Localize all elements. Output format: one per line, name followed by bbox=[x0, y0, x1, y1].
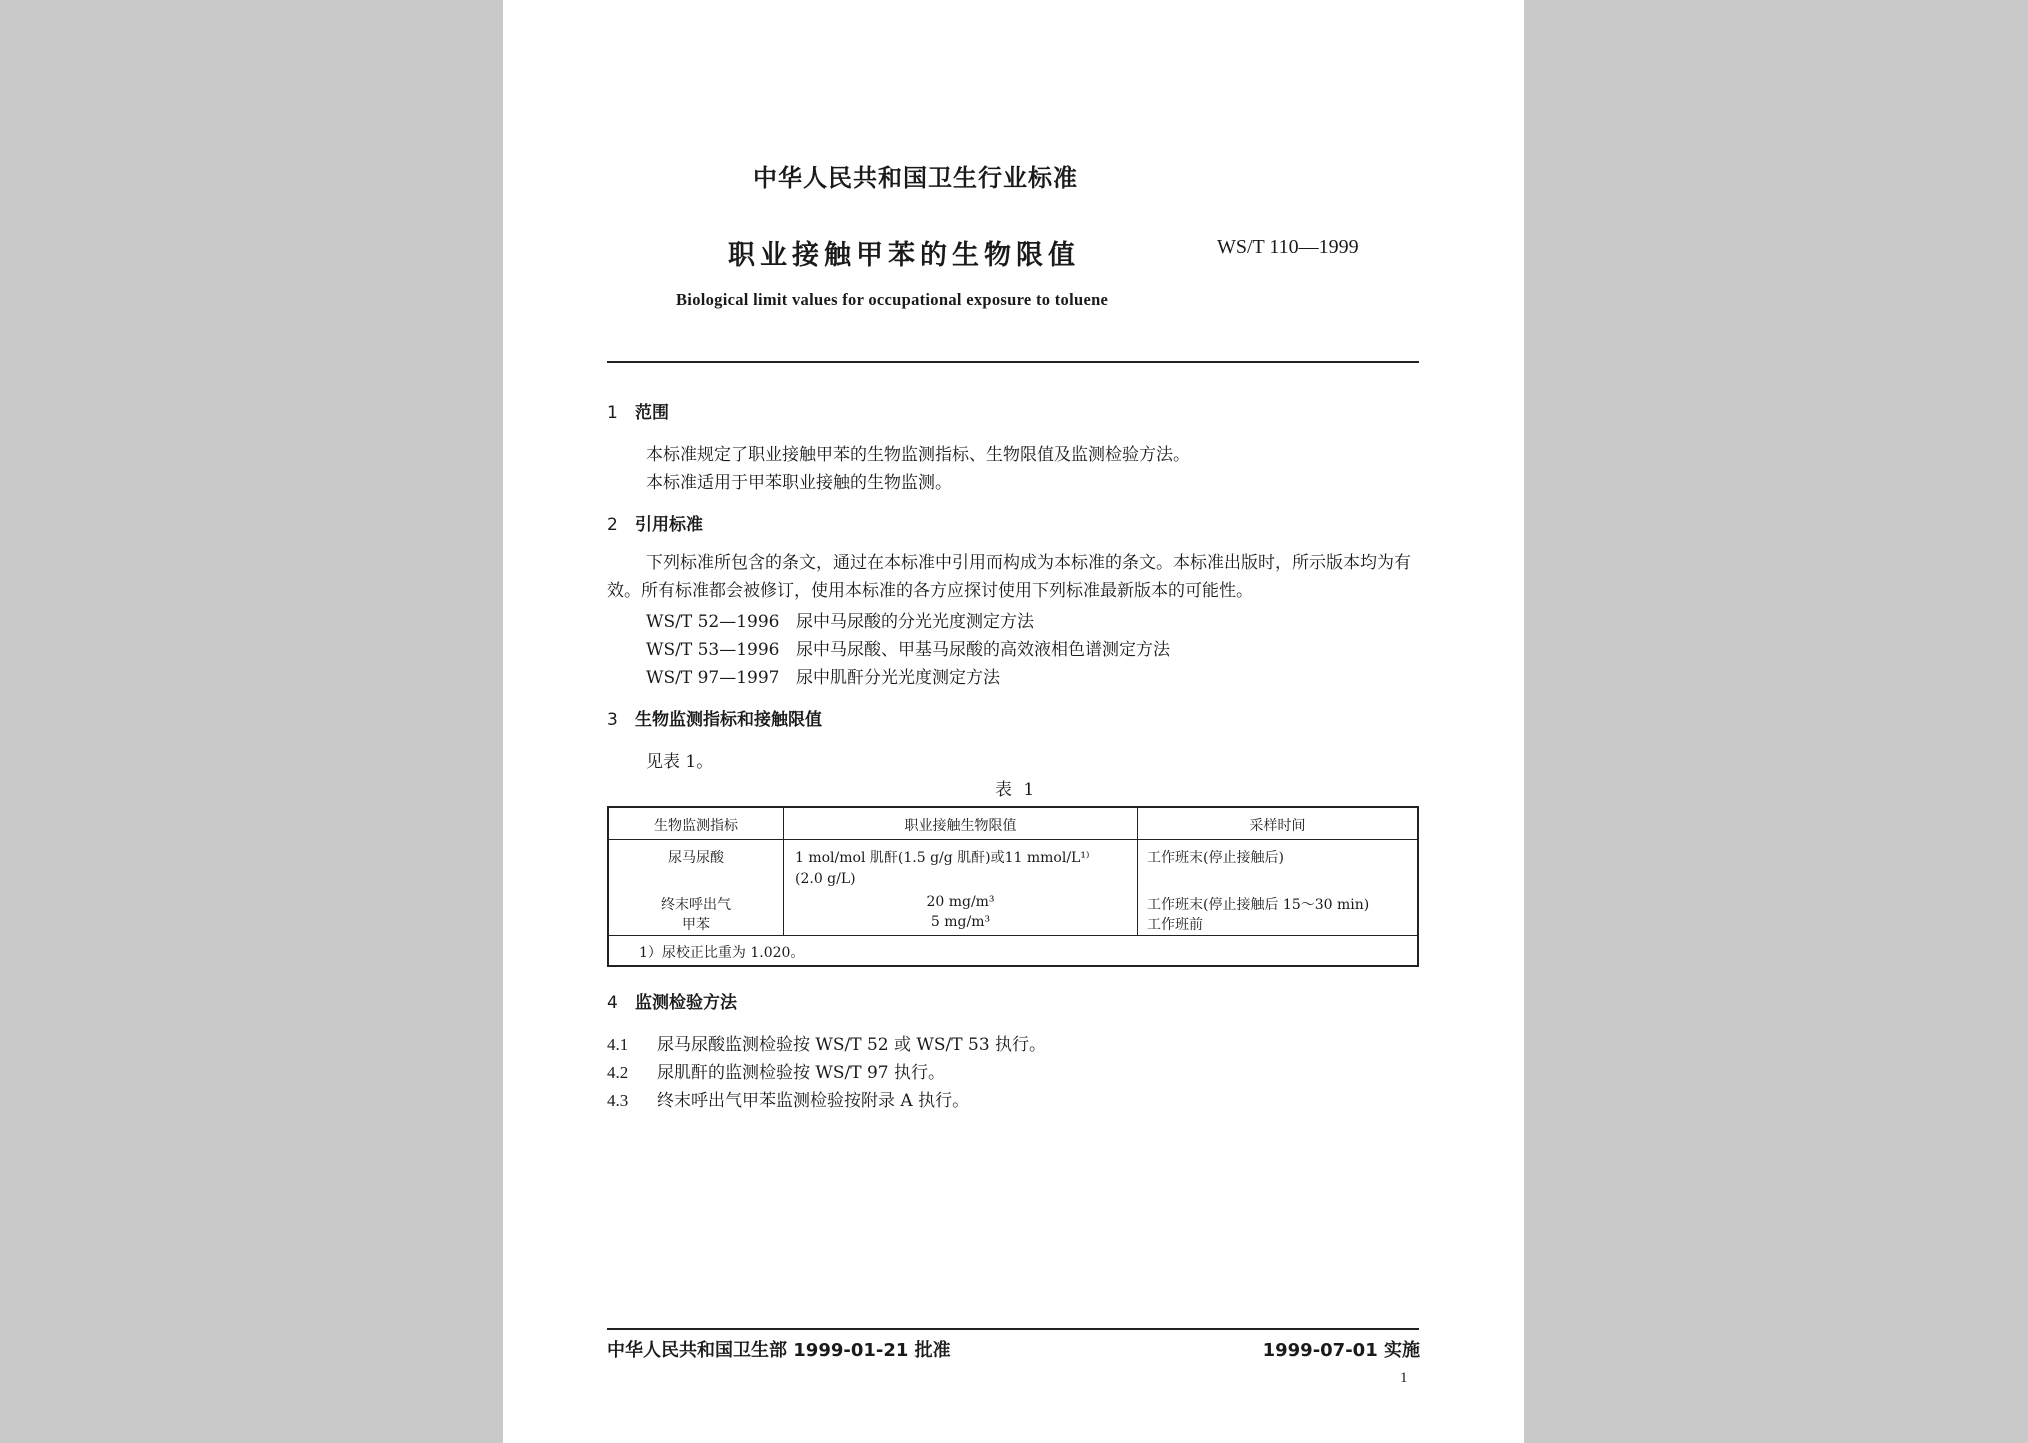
page-number: 1 bbox=[1400, 1370, 1408, 1386]
clause-text: 终末呼出气甲苯监测检验按附录 A 执行。 bbox=[657, 1091, 970, 1111]
document-title-en: Biological limit values for occupational exposure to toluene bbox=[676, 290, 1109, 309]
table-cell-time: 工作班末(停止接触后 15～30 min) bbox=[1147, 897, 1370, 913]
table-header-cell: 职业接触生物限值 bbox=[904, 818, 1017, 834]
section-number: 2 bbox=[607, 515, 618, 535]
limits-table bbox=[607, 806, 1419, 967]
reference-name: 尿中马尿酸、甲基马尿酸的高效液相色谱测定方法 bbox=[796, 640, 1170, 660]
table-header-cell: 采样时间 bbox=[1249, 818, 1306, 834]
table-cell-limit: 5 mg/m³ bbox=[930, 914, 991, 930]
section-title: 范围 bbox=[635, 403, 669, 423]
reference-item bbox=[646, 607, 1034, 632]
footer-divider bbox=[607, 1328, 1419, 1330]
clause-item bbox=[607, 1086, 969, 1111]
section-number: 1 bbox=[607, 403, 618, 423]
table-cell-indicator: 甲苯 bbox=[682, 917, 710, 933]
table-caption: 表 1 bbox=[995, 780, 1038, 800]
clause-number: 4.2 bbox=[607, 1063, 629, 1082]
reference-name: 尿中肌酐分光光度测定方法 bbox=[796, 668, 1000, 688]
section-3-paragraph: 见表 1。 bbox=[646, 752, 714, 772]
reference-code: WS/T 53—1996 bbox=[646, 640, 780, 660]
table-cell-indicator: 终末呼出气 bbox=[661, 897, 731, 913]
table-cell-time: 工作班末(停止接触后) bbox=[1147, 850, 1284, 866]
section-1-paragraph: 本标准适用于甲苯职业接触的生物监测。 bbox=[646, 473, 952, 493]
clause-text: 尿马尿酸监测检验按 WS/T 52 或 WS/T 53 执行。 bbox=[657, 1035, 1047, 1055]
reference-item bbox=[646, 663, 1000, 688]
standard-org-heading: 中华人民共和国卫生行业标准 bbox=[753, 164, 1078, 192]
table-footnote: 1）尿校正比重为 1.020。 bbox=[639, 945, 805, 961]
clause-number: 4.3 bbox=[607, 1091, 629, 1110]
reference-name: 尿中马尿酸的分光光度测定方法 bbox=[796, 612, 1034, 632]
clause-text: 尿肌酐的监测检验按 WS/T 97 执行。 bbox=[657, 1063, 946, 1083]
table-header-cell: 生物监测指标 bbox=[654, 818, 738, 834]
section-1-paragraph: 本标准规定了职业接触甲苯的生物监测指标、生物限值及监测检验方法。 bbox=[646, 445, 1190, 465]
reference-item bbox=[646, 635, 1170, 660]
section-number: 4 bbox=[607, 993, 618, 1013]
table-cell-limit: 20 mg/m³ bbox=[926, 894, 995, 910]
section-3-heading bbox=[607, 705, 822, 730]
reference-code: WS/T 52—1996 bbox=[646, 612, 780, 632]
effective-date-line: 1999-07-01 实施 bbox=[1262, 1340, 1420, 1361]
table-header-divider bbox=[609, 839, 1417, 840]
header-divider bbox=[607, 361, 1419, 363]
clause-number: 4.1 bbox=[607, 1035, 629, 1054]
document-title-cn: 职业接触甲苯的生物限值 bbox=[728, 240, 1080, 271]
table-cell-indicator: 尿马尿酸 bbox=[668, 850, 724, 866]
clause-item bbox=[607, 1030, 1046, 1055]
section-4-heading bbox=[607, 988, 737, 1013]
table-cell-time: 工作班前 bbox=[1147, 917, 1203, 933]
section-title: 生物监测指标和接触限值 bbox=[635, 710, 822, 730]
table-footnote-divider bbox=[609, 935, 1417, 936]
standard-code: WS/T 110—1999 bbox=[1217, 236, 1359, 258]
section-2-heading bbox=[607, 510, 703, 535]
approval-line: 中华人民共和国卫生部 1999-01-21 批准 bbox=[607, 1340, 951, 1361]
section-title: 引用标准 bbox=[635, 515, 703, 535]
reference-code: WS/T 97—1997 bbox=[646, 668, 780, 688]
clause-item bbox=[607, 1058, 945, 1083]
document-page bbox=[503, 0, 1524, 1443]
section-title: 监测检验方法 bbox=[635, 993, 737, 1013]
section-2-paragraph: 下列标准所包含的条文，通过在本标准中引用而构成为本标准的条文。本标准出版时，所示版本均为有效。所有标准都会被修订，使用本标准的各方应探讨使用下列标准最新版本的可能性。 bbox=[607, 553, 1411, 601]
section-number: 3 bbox=[607, 710, 618, 730]
table-cell-limit: 1 mol/mol 肌酐(1.5 g/g 肌酐)或11 mmol/L¹⁾ bbox=[795, 850, 1090, 866]
section-1-heading bbox=[607, 398, 669, 423]
table-cell-limit: (2.0 g/L) bbox=[795, 871, 856, 887]
